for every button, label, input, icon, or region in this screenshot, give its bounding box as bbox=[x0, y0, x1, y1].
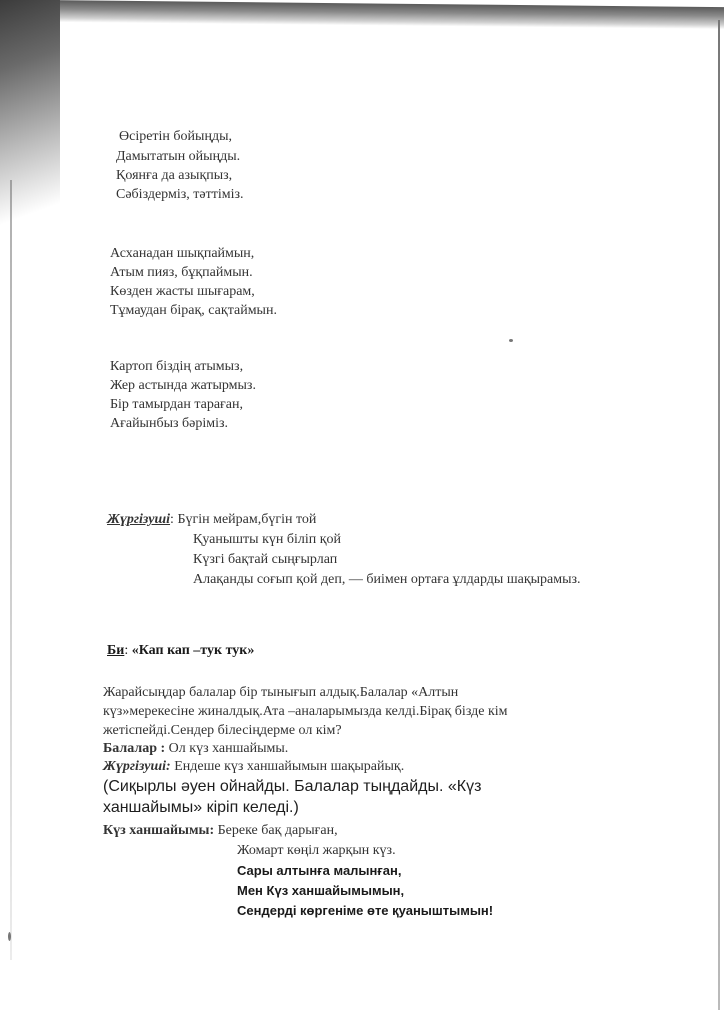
host-verse-line-4: Алақанды соғып қой деп, — биімен ортаға ұлдарды шақырамыз. bbox=[193, 572, 581, 587]
stage-direction-line-2: ханшайымы» кіріп келеді.) bbox=[103, 799, 299, 816]
host2-text: Ендеше күз ханшайымын шақырайық. bbox=[170, 759, 405, 774]
poem-1-line-3: Қоянға да азықпыз, bbox=[116, 168, 233, 183]
children-line bbox=[103, 740, 288, 758]
queen-speaker: Күз ханшайымы: bbox=[103, 823, 215, 838]
host-speaker-label: Жүргізуші bbox=[107, 512, 171, 527]
host-verse-line-1: Бүгін мейрам,бүгін той bbox=[177, 512, 317, 527]
poem-1-line-4: Сәбіздерміз, тәттіміз. bbox=[116, 187, 244, 202]
poem-3-line-3: Бір тамырдан тараған, bbox=[110, 397, 244, 412]
scan-speck bbox=[509, 339, 513, 342]
narration-line-3: жетіспейді.Сендер білесіңдерме ол кім? bbox=[103, 723, 342, 738]
poem-2-line-2: Атым пияз, бұқпаймын. bbox=[110, 265, 253, 280]
poem-3-line-1: Картоп біздің атымыз, bbox=[110, 359, 244, 374]
host2-speaker: Жүргізуші: bbox=[103, 759, 171, 774]
queen-verse-line-5: Сендерді көргеніме өте қуаныштымын! bbox=[237, 903, 494, 918]
scan-left-line bbox=[10, 180, 12, 960]
queen-verse-line-1: Береке бақ дарыған, bbox=[214, 823, 338, 838]
dance-sep: : bbox=[124, 643, 129, 658]
poem-1-line-2: Дамытатын ойыңды. bbox=[116, 149, 241, 164]
queen-line-1 bbox=[103, 822, 338, 840]
poem-3-line-2: Жер астында жатырмыз. bbox=[110, 378, 256, 393]
scan-top-shadow bbox=[40, 0, 724, 29]
narration-line-1: Жарайсыңдар балалар бір тынығып алдық.Балалар «Алтын bbox=[103, 685, 459, 700]
children-speaker: Балалар : bbox=[103, 741, 166, 756]
queen-verse-line-3: Сары алтынға малынған, bbox=[237, 863, 402, 878]
dance-label: Би bbox=[107, 643, 125, 658]
poem-2-line-3: Көзден жасты шығарам, bbox=[110, 284, 255, 299]
queen-verse-line-4: Мен Күз ханшайымымын, bbox=[237, 883, 405, 898]
host-verse-line-2: Қуанышты күн біліп қой bbox=[193, 532, 342, 547]
children-text: Ол күз ханшайымы. bbox=[165, 741, 289, 756]
queen-verse-line-2: Жомарт көңіл жарқын күз. bbox=[237, 843, 396, 858]
scan-speck bbox=[8, 932, 11, 941]
host2-line bbox=[103, 758, 404, 776]
dance-title: «Кап кап –тук тук» bbox=[131, 643, 255, 658]
host-speaker-sep: : bbox=[170, 512, 174, 527]
scan-right-line bbox=[718, 20, 720, 1010]
narration-line-2: күз»мерекесіне жиналдық.Ата –аналарымызда келді.Бірақ бізде кім bbox=[103, 704, 508, 719]
poem-2-line-1: Асханадан шықпаймын, bbox=[110, 246, 255, 261]
host-verse-line-3: Күзгі бақтай сыңғырлап bbox=[193, 552, 338, 567]
poem-3-line-4: Ағайынбыз бәріміз. bbox=[110, 416, 229, 431]
poem-2-line-4: Тұмаудан бірақ, сақтаймын. bbox=[110, 303, 277, 318]
poem-1-line-1: Өсіретін бойыңды, bbox=[119, 129, 232, 144]
scan-left-edge bbox=[0, 0, 60, 260]
stage-direction-line-1: (Сиқырлы әуен ойнайды. Балалар тыңдайды. «Күз bbox=[103, 778, 482, 795]
host-line-1 bbox=[107, 511, 316, 529]
dance-line bbox=[107, 642, 254, 660]
